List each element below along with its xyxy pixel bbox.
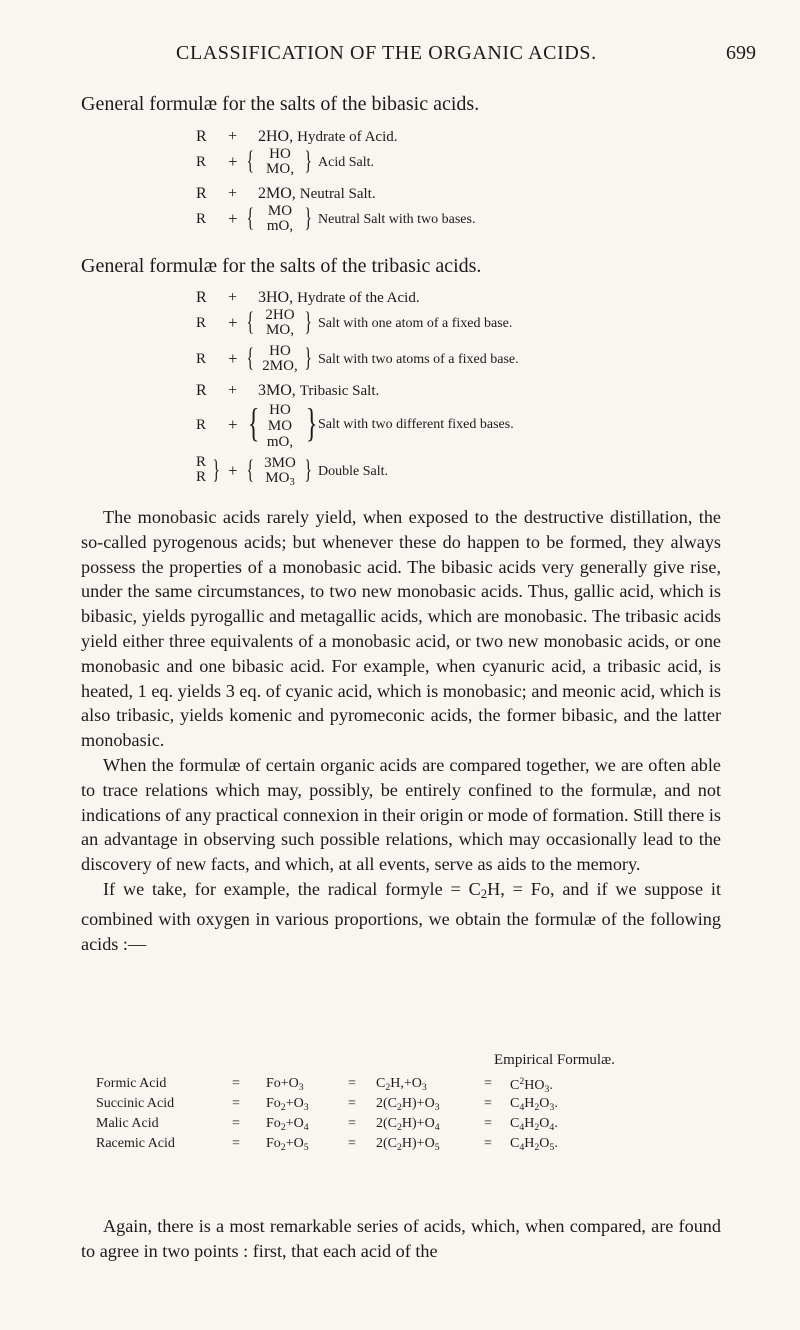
- body-text: [81, 505, 721, 956]
- left-brace: {: [247, 400, 260, 445]
- fo-formula: $Fo_2+O_4$: [266, 1116, 309, 1133]
- radical-symbol: R: [196, 315, 207, 331]
- plus-sign: +: [228, 349, 238, 368]
- left-brace: {: [246, 343, 254, 372]
- description: Hydrate of the Acid.: [297, 290, 420, 306]
- description: Neutral Salt.: [299, 186, 376, 202]
- description: Salt with two different fixed bases.: [318, 417, 514, 432]
- fo-formula: $Fo_2+O_5$: [266, 1136, 309, 1153]
- formula: 3HO, Hydrate of the Acid.: [258, 289, 420, 306]
- description: Double Salt.: [318, 464, 388, 479]
- acid-name: Formic Acid: [96, 1076, 167, 1091]
- left-brace: {: [246, 203, 254, 232]
- empirical-formula: $C_4H_2O_3$.: [510, 1096, 558, 1113]
- tribasic-heading: General formulæ for the salts of the tribasic acids.: [81, 255, 482, 277]
- radical-symbol: R: [196, 211, 207, 227]
- acid-name: Malic Acid: [96, 1116, 159, 1131]
- expanded-formula: $2(C_2H)+O_3$: [376, 1096, 440, 1113]
- acid-name: Succinic Acid: [96, 1096, 175, 1111]
- description: Hydrate of Acid.: [297, 129, 398, 145]
- right-brace: }: [212, 455, 220, 484]
- formula: 2HO, Hydrate of Acid.: [258, 128, 398, 145]
- formula-stack: 3MO $MO_3$: [264, 455, 296, 488]
- formula-stack: MO mO,: [266, 203, 294, 234]
- expanded-formula: $2(C_2H)+O_5$: [376, 1136, 440, 1153]
- radical-symbol: R: [196, 417, 207, 433]
- right-brace: }: [304, 146, 312, 175]
- formula-stack: HO MO mO,: [266, 402, 294, 450]
- plus-sign: +: [228, 152, 238, 171]
- radical-symbol: R: [196, 289, 207, 306]
- book-page: CLASSIFICATION OF THE ORGANIC ACIDS. 699 General formulæ for the salts of the bibasic acids. R + 2HO, Hydrate of Acid. R + { HO MO, } Acid Salt. R + 2MO, Neutral Salt. R + { MO mO, } Neutral Salt with two bases. General formulæ for the salts of the tribasic acids. R + 3HO, Hydrate of the Acid. R + { 2HO MO, } Salt with one atom of a fixed base. R + { HO 2MO, } Salt with two atoms of a fixed base. R + 3MO, Tribasic Salt. R + { HO MO mO, } Salt with two different fixed bases. R R } + { 3MO $MO_3$ } Double Salt. The monobasic acids rarely yield, when exposed to the destructive distillation, the so-called pyrogenous acids; but whenever these do happen to be formed, they always possess the properties of a monobasic acid. The bibasic acids very generally give rise, under the same circumstances, to two new monobasic acids. Thus, gallic acid, which is bibasic, yields pyrogallic and metagallic acids, which are monobasic. The tribasic acids yield either three equivalents of a monobasic acid, or two new monobasic acids, or one monobasic and one bibasic acid. For example, when cyanuric acid, a tribasic acid, is heated, 1 eq. yields 3 eq. of cyanic acid, which is monobasic; and meonic acid, which is also tribasic, yields komenic and pyromeconic acids, the former bibasic, and the latter monobasic. When the formulæ of certain organic acids are compared together, we are often able to trace relations which may, possibly, be entirely confined to the formulæ, and not indications of any practical connexion in their origin or mode of formation. Still there is an advantage in observing such possible relations, which may occasionally lead to the discovery of new facts, and which, at all events, serve as aids to the memory. If we take, for example, the radical formyle = $C_2H$, = Fo, and if we suppose it combined with oxygen in various proportions, we obtain the formulæ of the following acids :— Empirical Formulæ. Formic Acid = $Fo+O_3$ = $C_2H,+O_3$ = $C^2HO_3$. Succinic Acid = $Fo_2+O_3$ = $2(C_2H)+O_3$ = $C_4H_2O_3$. Malic Acid = $Fo_2+O_4$ = $2(C_2H)+O_4$ = $C_4H_2O_4$. Racemic Acid = $Fo_2+O_5$ = $2(C_2H)+O_5$ = $C_4H_2O_5$. Again, there is a most remarkable series of acids, which, when compared, are found to agree in two points : first, that each acid of the: [0, 0, 800, 1330]
- plus-sign: +: [228, 185, 238, 202]
- left-brace: {: [246, 307, 254, 336]
- paragraph: When the formulæ of certain organic acids are compared together, we are often able to trace relations which may, possibly, be entirely confined to the formulæ, and not indications of any practical connexion in their origin or mode of formation. Still there is an advantage in observing such possible relations, which may occasionally lead to the discovery of new facts, and which, at all events, serve as aids to the memory.: [81, 754, 721, 875]
- expanded-formula: $C_2H,+O_3$: [376, 1076, 427, 1093]
- empirical-formula: $C^2HO_3$.: [510, 1076, 553, 1095]
- empirical-header: Empirical Formulæ.: [494, 1052, 615, 1068]
- right-brace: }: [304, 343, 312, 372]
- formula: 3MO, Tribasic Salt.: [258, 382, 380, 399]
- page-number: 699: [726, 42, 756, 64]
- plus-sign: +: [228, 289, 238, 306]
- plus-sign: +: [228, 461, 238, 480]
- bibasic-heading: General formulæ for the salts of the bibasic acids.: [81, 93, 480, 115]
- formula-stack: HO 2MO,: [262, 343, 298, 374]
- fo-formula: $Fo+O_3$: [266, 1076, 304, 1093]
- paragraph: If we take, for example, the radical formyle = $C_2H$, = Fo, and if we suppose it combined with oxygen in various proportions, we obtain the formulæ of the following acids :—: [81, 878, 721, 954]
- final-paragraph: Again, there is a most remarkable series of acids, which, when compared, are found to agree in two points : first, that each acid of the: [81, 1216, 721, 1261]
- formula-stack: HO MO,: [266, 146, 294, 177]
- right-brace: }: [304, 455, 312, 484]
- right-brace: }: [304, 203, 312, 232]
- empirical-formula: $C_4H_2O_5$.: [510, 1136, 558, 1153]
- radical-symbol: R: [196, 185, 207, 202]
- description: Neutral Salt with two bases.: [318, 212, 476, 227]
- header-title: CLASSIFICATION OF THE ORGANIC ACIDS.: [176, 42, 597, 64]
- formula-stack: 2HO MO,: [265, 307, 295, 338]
- plus-sign: +: [228, 313, 238, 332]
- radical-stack: R R: [196, 454, 207, 485]
- radical-symbol: R: [196, 128, 207, 145]
- description: Acid Salt.: [318, 155, 374, 170]
- description: Tribasic Salt.: [299, 383, 380, 399]
- right-brace: }: [305, 400, 318, 445]
- paragraph: The monobasic acids rarely yield, when exposed to the destructive distillation, the so-called pyrogenous acids; but whenever these do happen to be formed, they always possess the properties of a monobasic acid. The bibasic acids very generally give rise, under the same circumstances, to two new monobasic acids. Thus, gallic acid, which is bibasic, yields pyrogallic and metagallic acids, which are monobasic. The tribasic acids yield either three equivalents of a monobasic acid, or two new monobasic acids, or one monobasic and one bibasic acid. For example, when cyanuric acid, a tribasic acid, is heated, 1 eq. yields 3 eq. of cyanic acid, which is monobasic; and meonic acid, which is also tribasic, yields komenic and pyromeconic acids, the former bibasic, and the latter monobasic.: [81, 507, 721, 751]
- fo-formula: $Fo_2+O_3$: [266, 1096, 309, 1113]
- right-brace: }: [304, 307, 312, 336]
- left-brace: {: [246, 455, 254, 484]
- running-header: [66, 42, 756, 72]
- acid-name: Racemic Acid: [96, 1136, 175, 1151]
- left-brace: {: [246, 146, 254, 175]
- description: Salt with one atom of a fixed base.: [318, 316, 513, 331]
- formula: 2MO, Neutral Salt.: [258, 185, 376, 202]
- radical-symbol: R: [196, 382, 207, 399]
- empirical-formula: $C_4H_2O_4$.: [510, 1116, 558, 1133]
- plus-sign: +: [228, 128, 238, 145]
- radical-symbol: R: [196, 154, 207, 170]
- plus-sign: +: [228, 382, 238, 399]
- expanded-formula: $2(C_2H)+O_4$: [376, 1116, 440, 1133]
- description: Salt with two atoms of a fixed base.: [318, 352, 519, 367]
- plus-sign: +: [228, 415, 238, 434]
- radical-symbol: R: [196, 351, 207, 367]
- plus-sign: +: [228, 209, 238, 228]
